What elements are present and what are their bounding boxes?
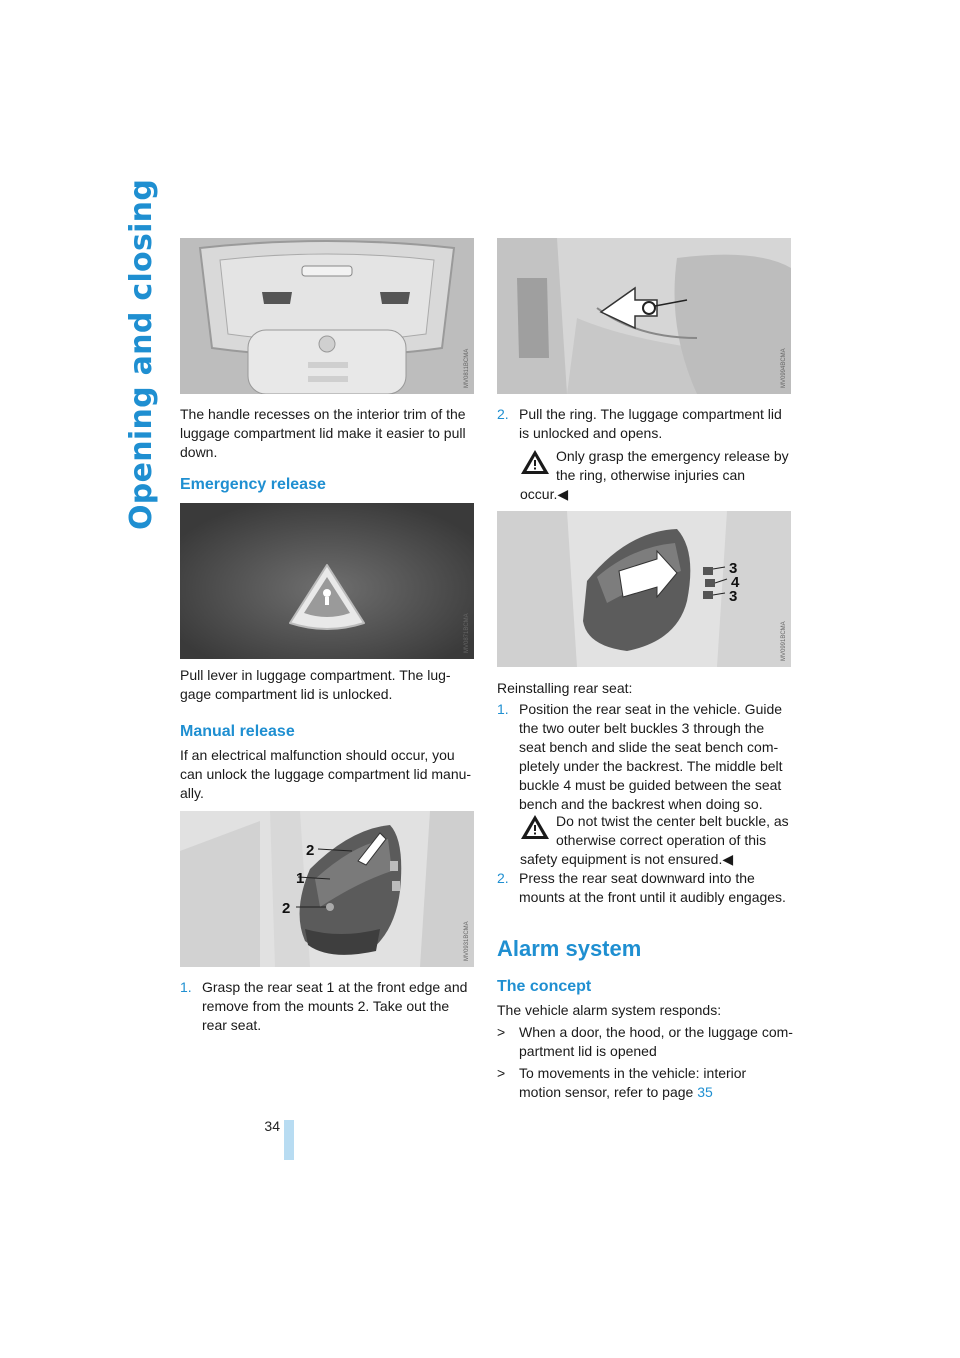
warning-center-buckle: Do not twist the center belt buckle, as otherwise correct operation of this safety equipment is not ensured.◀ bbox=[520, 813, 789, 867]
figure-pull-ring bbox=[497, 238, 791, 394]
reinstall-step-1: 1. Position the rear seat in the vehicle. Guide the two outer belt buckles 3 through the seat bench and slide the seat bench com- pletely under the backrest. The middle belt buckle 4 must be guided between the seat bench and the backrest when doing so. bbox=[497, 701, 783, 812]
concept-intro: The vehicle alarm system responds: bbox=[497, 1002, 722, 1018]
figure-code: MV0811BCMA bbox=[464, 348, 470, 388]
warning-emergency-release: Only grasp the emergency release by the ring, otherwise injuries can occur.◀ bbox=[520, 448, 789, 502]
figure-reinstall-seat bbox=[497, 511, 791, 667]
callout-4: 4 bbox=[731, 574, 740, 591]
page-number: 34 bbox=[264, 1118, 280, 1134]
step-1-remove-seat: 1. Grasp the rear seat 1 at the front edge and remove from the mounts 2. Take out the rear seat. bbox=[180, 979, 468, 1033]
figure-code: MV0871BCMA bbox=[464, 613, 470, 653]
step-2-pull-ring: 2. Pull the ring. The luggage compartment lid is unlocked and opens. bbox=[497, 406, 782, 441]
bullet-door-opened: > When a door, the hood, or the luggage com- partment lid is opened bbox=[497, 1024, 793, 1059]
heading-manual-release: Manual release bbox=[180, 723, 295, 740]
figure-luggage-lid-handles bbox=[180, 238, 474, 394]
section-title: Opening and closing bbox=[124, 178, 159, 530]
callout-1: 1 bbox=[296, 870, 305, 887]
intro-paragraph: The handle recesses on the interior trim of the luggage compartment lid make it easier to pull down. bbox=[180, 406, 466, 460]
heading-emergency-release: Emergency release bbox=[180, 476, 326, 493]
figure-code: MV0931BCMA bbox=[464, 921, 470, 961]
bullet-motion-sensor: > To movements in the vehicle: interior motion sensor, refer to page 35 bbox=[497, 1065, 747, 1100]
callout-3-bottom: 3 bbox=[729, 588, 738, 605]
page-link-35[interactable]: 35 bbox=[697, 1084, 713, 1100]
emergency-paragraph: Pull lever in luggage compartment. The lug- gage compartment lid is unlocked. bbox=[180, 667, 451, 702]
figure-rear-seat-removal bbox=[180, 811, 474, 967]
heading-the-concept: The concept bbox=[497, 978, 592, 995]
manual-paragraph: If an electrical malfunction should occur, you can unlock the luggage compartment lid manu- ally. bbox=[180, 747, 472, 801]
callout-2-top: 2 bbox=[306, 842, 315, 859]
figure-emergency-lever bbox=[180, 503, 474, 659]
callout-2-bottom: 2 bbox=[282, 900, 291, 917]
figure-code: MV0994BCMA bbox=[781, 348, 787, 388]
reinstall-label: Reinstalling rear seat: bbox=[497, 680, 633, 696]
reinstall-step-2: 2. Press the rear seat downward into the mounts at the front until it audibly engages. bbox=[497, 870, 786, 905]
heading-alarm-system: Alarm system bbox=[497, 936, 642, 961]
callout-3-top: 3 bbox=[729, 560, 738, 577]
figure-code: MV0991BCMA bbox=[781, 621, 787, 661]
warning-icon bbox=[520, 814, 550, 840]
warning-icon bbox=[520, 449, 550, 475]
page-marker-bar bbox=[284, 1120, 294, 1160]
